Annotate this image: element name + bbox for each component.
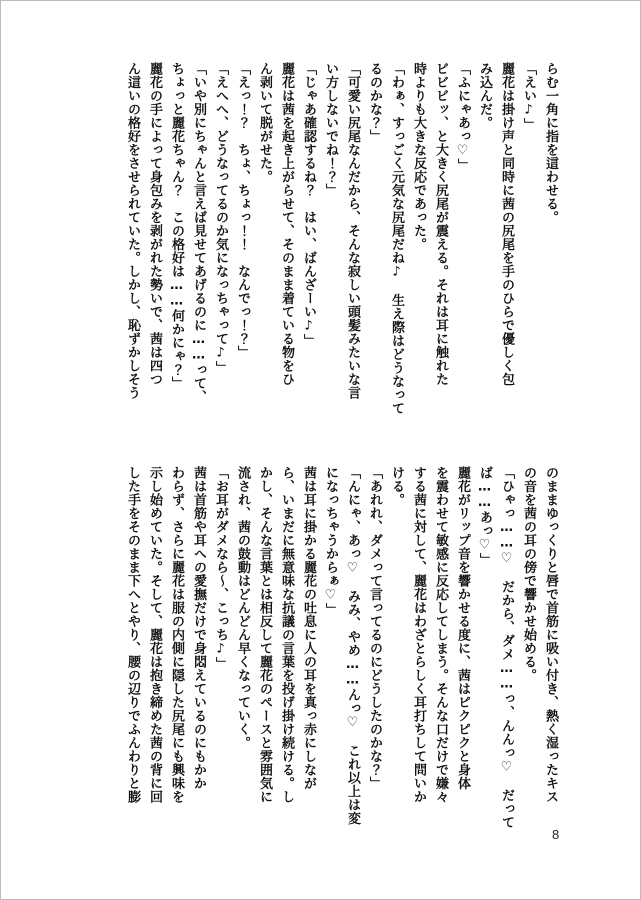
text-line: 「えっ！？ ちょ、ちょっ！！ なんでっ！？」 — [235, 62, 250, 359]
text-line: 示し始めていた。そして、麗花は抱き締めた茜の背に回 — [147, 466, 162, 804]
page-number: 8 — [552, 827, 560, 842]
text-line: 麗花がリップ音を響かせる度に、茜はピクピクと身体 — [455, 466, 470, 790]
text-line: 「えへへ、どうなってるのか気になっちゃって♪」 — [213, 62, 228, 375]
text-line: ん剥いて脱がせた。 — [257, 62, 272, 184]
text-line: ける。 — [389, 466, 404, 507]
lower-text-block — [121, 466, 561, 829]
text-line: 「ふにゃあっ♡」 — [455, 62, 470, 172]
text-line: を震わせて敏感に反応してしまう。そんな口だけで嫌々 — [433, 466, 448, 804]
text-line: ら、いまだに無意味な抗議の言葉を投げ掛け続ける。し — [279, 466, 294, 804]
text-line: 「いや別にちゃんと言えば見せてあげるのに……って、 — [191, 62, 206, 404]
text-line: 「あれれ、ダメって言ってるのにどうしたのかな？」 — [367, 466, 382, 790]
text-line: らむ一角に指を這わせる。 — [543, 62, 558, 224]
text-line: るのかな？」 — [367, 62, 382, 143]
text-line: ば……あっ♡」 — [477, 466, 492, 567]
text-line: い方しないでね！？」 — [323, 62, 338, 197]
text-line: 「可愛い尻尾なんだから、そんな寂しい頭髪みたいな言 — [345, 62, 360, 400]
text-line: み込んだ。 — [477, 62, 492, 130]
text-line: になっちゃうからぁ♡」 — [323, 466, 338, 617]
text-line: 「お耳がダメなら～、こっち♪」 — [213, 466, 228, 671]
text-line: のままゆっくりと唇で首筋に吸い付き、熱く湿ったキス — [543, 466, 558, 804]
text-line: 「わぁ、すっごく元気な尻尾だね♪ 生え際はどうなって — [389, 62, 404, 415]
text-line: 時よりも大きな反応であった。 — [411, 62, 426, 251]
text-line: かし、そんな言葉とは相反して麗花のペースと雰囲気に — [257, 466, 272, 804]
text-line: ビビビッ、と大きく尻尾が震える。それは耳に触れた — [433, 62, 448, 386]
text-line: ん這いの格好をさせられていた。しかし、恥ずかしそう — [125, 62, 140, 400]
text-line: 麗花の手によって身包みを剥がれた勢いで、茜は四つ — [147, 62, 162, 386]
text-line: 茜は耳に掛かる麗花の吐息に人の耳を真っ赤にしなが — [301, 466, 316, 790]
upper-text-block — [121, 62, 561, 414]
text-line: 麗花は茜を起き上がらせて、そのまま着ている物をひ — [279, 62, 294, 386]
text-line: 流され、茜の鼓動はどんどん早くなっていく。 — [235, 466, 250, 750]
text-line: 茜は首筋や耳への愛撫だけで身悶えているのにもかか — [191, 466, 206, 790]
text-line: 「えい♪」 — [521, 62, 536, 132]
text-line: した手をそのまま下へとやり、腰の辺りでふんわりと膨 — [125, 466, 140, 804]
text-line: の音を茜の耳の傍で響かせ始める。 — [521, 466, 536, 682]
text-line: する茜に対して、麗花はわざとらしく耳打ちして問いか — [411, 466, 426, 804]
text-line: 麗花は掛け声と同時に茜の尻尾を手のひらで優しく包 — [499, 62, 514, 386]
text-line: 「じゃあ確認するね？ はい、ばんざーい♪」 — [301, 62, 316, 348]
text-line: ちょっと麗花ちゃん？ この格好は……何かにゃ？」 — [169, 62, 184, 390]
text-line: 「ひゃっ……♡ だから、ダメ……っ、んんっ♡ だって — [499, 466, 514, 829]
text-line: わらず、さらに麗花は服の内側に隠した尻尾にも興味を — [169, 466, 184, 804]
text-line: 「んにゃ、あっ♡ みみ、やめ……んっ♡ これ以上は変 — [345, 466, 360, 825]
